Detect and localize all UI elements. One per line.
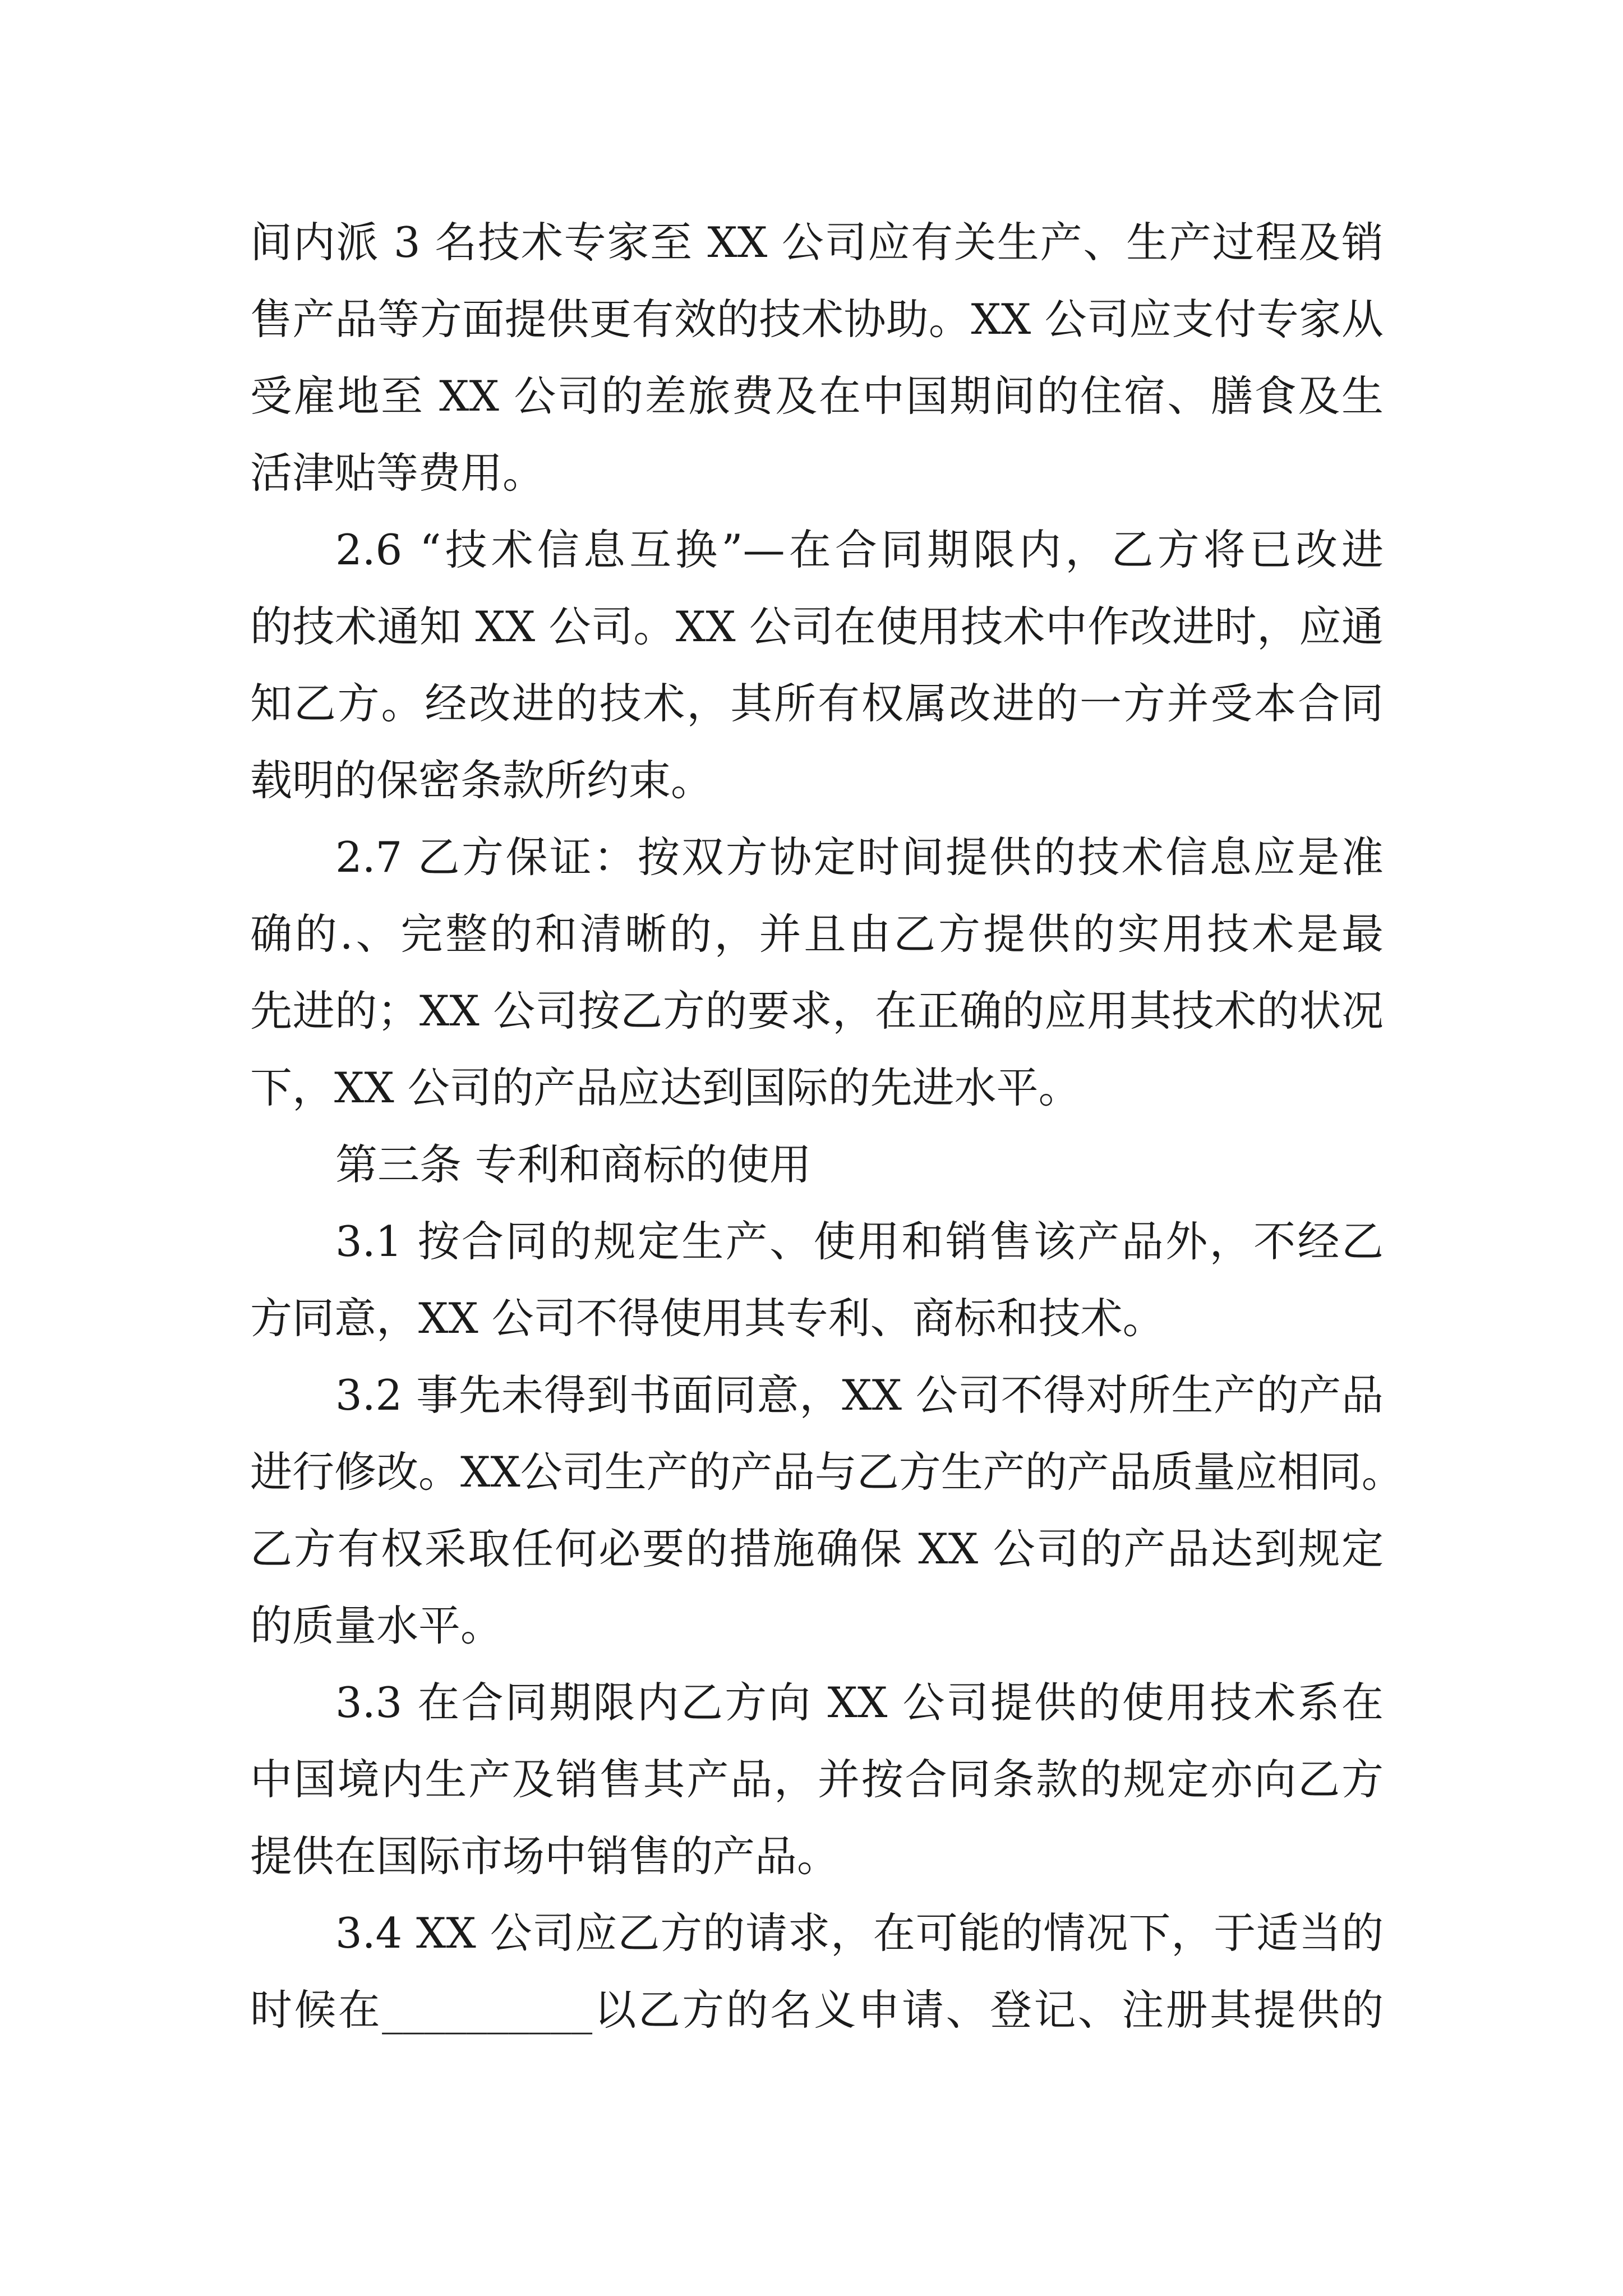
text-line: 2.6 “技术信息互换”—在合同期限内，乙方将已改进	[335, 525, 1384, 574]
paragraph-3-1	[250, 1203, 1384, 1357]
text-line: 先进的；XX 公司按乙方的要求，在正确的应用其技术的状况	[250, 986, 1384, 1036]
text-line: 3.2 事先未得到书面同意，XX 公司不得对所生产的产品	[335, 1370, 1384, 1420]
text-line: 售产品等方面提供更有效的技术协助。XX 公司应支付专家从	[250, 295, 1384, 344]
text-line: 的质量水平。	[250, 1601, 503, 1650]
paragraph-2-7	[250, 819, 1384, 1126]
paragraph-3-3	[250, 1664, 1384, 1895]
paragraph-2-6	[250, 512, 1384, 819]
text-line: 3.1 按合同的规定生产、使用和销售该产品外，不经乙	[335, 1217, 1384, 1266]
text-line: 2.7 乙方保证：按双方协定时间提供的技术信息应是准	[335, 832, 1384, 882]
text-line: 知乙方。经改进的技术，其所有权属改进的一方并受本合同	[250, 679, 1384, 728]
text-line: 确的.、完整的和清晰的，并且由乙方提供的实用技术是最	[250, 909, 1384, 959]
text-line: 进行修改。XX公司生产的产品与乙方生产的产品质量应相同。	[250, 1447, 1404, 1497]
paragraph-3-2	[250, 1357, 1404, 1664]
text-line: 时候在__________以乙方的名义申请、登记、注册其提供的	[250, 1985, 1384, 2035]
article-3-heading: 第三条 专利和商标的使用	[335, 1140, 811, 1189]
text-line: 载明的保密条款所约束。	[250, 756, 713, 805]
text-line: 提供在国际市场中销售的产品。	[250, 1832, 840, 1881]
section-heading	[250, 1126, 1384, 1203]
paragraph-3-4	[250, 1895, 1384, 2049]
text-line: 的技术通知 XX 公司。XX 公司在使用技术中作改进时，应通	[250, 602, 1384, 651]
text-line: 3.4 XX 公司应乙方的请求，在可能的情况下，于适当的	[335, 1908, 1384, 1958]
text-line: 活津贴等费用。	[250, 448, 545, 498]
text-line: 受雇地至 XX 公司的差旅费及在中国期间的住宿、膳食及生	[250, 371, 1384, 421]
text-line: 3.3 在合同期限内乙方向 XX 公司提供的使用技术系在	[335, 1678, 1384, 1727]
text-line: 乙方有权采取任何必要的措施确保 XX 公司的产品达到规定	[250, 1524, 1384, 1573]
text-line: 方同意，XX 公司不得使用其专利、商标和技术。	[250, 1294, 1165, 1343]
document-body	[250, 204, 1404, 2049]
text-line: 下，XX 公司的产品应达到国际的先进水平。	[250, 1063, 1081, 1112]
paragraph-continued	[250, 204, 1384, 512]
text-line: 间内派 3 名技术专家至 XX 公司应有关生产、生产过程及销	[250, 218, 1384, 267]
text-line: 中国境内生产及销售其产品，并按合同条款的规定亦向乙方	[250, 1755, 1384, 1804]
